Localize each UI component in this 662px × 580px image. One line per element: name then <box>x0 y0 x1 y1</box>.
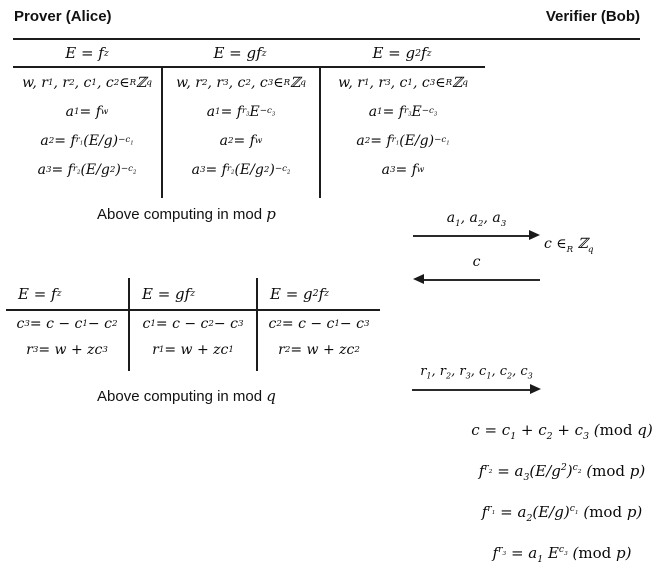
case-column-1 <box>13 68 161 198</box>
message-challenge <box>413 252 540 285</box>
verifier-checks <box>462 420 662 580</box>
case-column-3 <box>319 68 485 198</box>
caption-variable: q <box>266 387 276 405</box>
math-cell: a 3 = f $r_2$ (E/g 2 ) $-c_2$ <box>37 161 137 178</box>
math-cell: r 1 = w + zc 1 <box>152 342 234 358</box>
math-cell: a 1 = f $r_3$ E $-c_3$ <box>368 103 438 120</box>
right-arrow-icon <box>413 230 540 241</box>
math-cell: w, r 1 , r 2 , c 1 , c 2 ∈ R ℤ q <box>22 74 152 91</box>
math-cell: c 3 = c − c 1 − c 2 <box>16 316 118 332</box>
caption-mod-p <box>97 205 276 223</box>
case-column-2 <box>161 68 319 198</box>
caption-mod-q <box>97 387 276 405</box>
math-cell: a 2 = f $r_1$ (E/g) $-c_1$ <box>356 132 450 149</box>
case-header-1: E = f z <box>65 44 109 62</box>
caption-text: Above computing in mod <box>97 206 267 223</box>
case-header-3: E = g 2 f z <box>372 44 432 62</box>
arrow-head <box>530 384 541 394</box>
message-label: $a_1$, $a_2$, $a_3$ <box>446 210 507 229</box>
math-cell: a 2 = f w <box>219 132 263 149</box>
message-commitments <box>413 208 540 241</box>
math-cell: w, r 2 , r 3 , c 2 , c 3 ∈ R ℤ q <box>176 74 306 91</box>
arrow-head <box>413 274 424 284</box>
check-equation: $f^{r_2} = a_3(E/g^2)^{c_2}$ (mod p) <box>478 462 646 483</box>
verifier-label: Verifier (Bob) <box>545 8 640 25</box>
arrow-shaft <box>412 389 533 391</box>
check-equation: $c = c_1 + c_2 + c_3$ (mod q) <box>471 421 653 442</box>
check-equation: $f^{r_1} = a_2(E/g)^{c_1}$ (mod p) <box>481 503 643 524</box>
math-cell: a 3 = f w <box>381 161 425 178</box>
case-header-row <box>13 40 485 68</box>
caption-variable: p <box>266 205 276 223</box>
prover-label: Prover (Alice) <box>14 8 112 25</box>
case-column-3 <box>256 278 380 371</box>
case-header-2: E = gf z <box>213 44 267 62</box>
math-cell: a 2 = f $r_1$ (E/g) $-c_1$ <box>40 132 134 149</box>
math-cell: a 3 = f $r_2$ (E/g 2 ) $-c_2$ <box>191 161 291 178</box>
case-header-3: E = g 2 f z <box>258 278 380 311</box>
challenge-pick: c $\in_R$ ℤ$_q$ <box>544 236 594 255</box>
left-arrow-icon <box>413 274 540 285</box>
message-label: c <box>472 254 481 270</box>
case-column-2 <box>128 278 256 371</box>
math-cell: a 1 = f $r_3$ E $-c_3$ <box>206 103 276 120</box>
check-equation: $f^{r_3} = a_1$ $E^{c_3}$ (mod p) <box>492 544 632 565</box>
message-responses <box>412 362 541 395</box>
message-label: $r_1$, $r_2$, $r_3$, $c_1$, $c_2$, $c_3$ <box>420 364 533 381</box>
math-cell: r 3 = w + zc 3 <box>26 342 108 358</box>
prover-commitment-table <box>13 40 485 198</box>
right-arrow-icon <box>412 384 541 395</box>
case-column-1 <box>6 278 128 371</box>
math-cell: c 2 = c − c 1 − c 3 <box>268 316 370 332</box>
prover-response-table <box>6 278 380 371</box>
arrow-shaft <box>413 235 532 237</box>
math-cell: a 1 = f w <box>65 103 109 120</box>
math-cell: c 1 = c − c 2 − c 3 <box>142 316 244 332</box>
math-cell: r 2 = w + zc 2 <box>278 342 360 358</box>
arrow-head <box>529 230 540 240</box>
commitment-body <box>13 68 485 198</box>
math-cell: w, r 1 , r 3 , c 1 , c 3 ∈ R ℤ q <box>338 74 468 91</box>
case-header-1: E = f z <box>6 278 128 311</box>
arrow-shaft <box>421 279 540 281</box>
caption-text: Above computing in mod <box>97 388 267 405</box>
case-header-2: E = gf z <box>130 278 256 311</box>
